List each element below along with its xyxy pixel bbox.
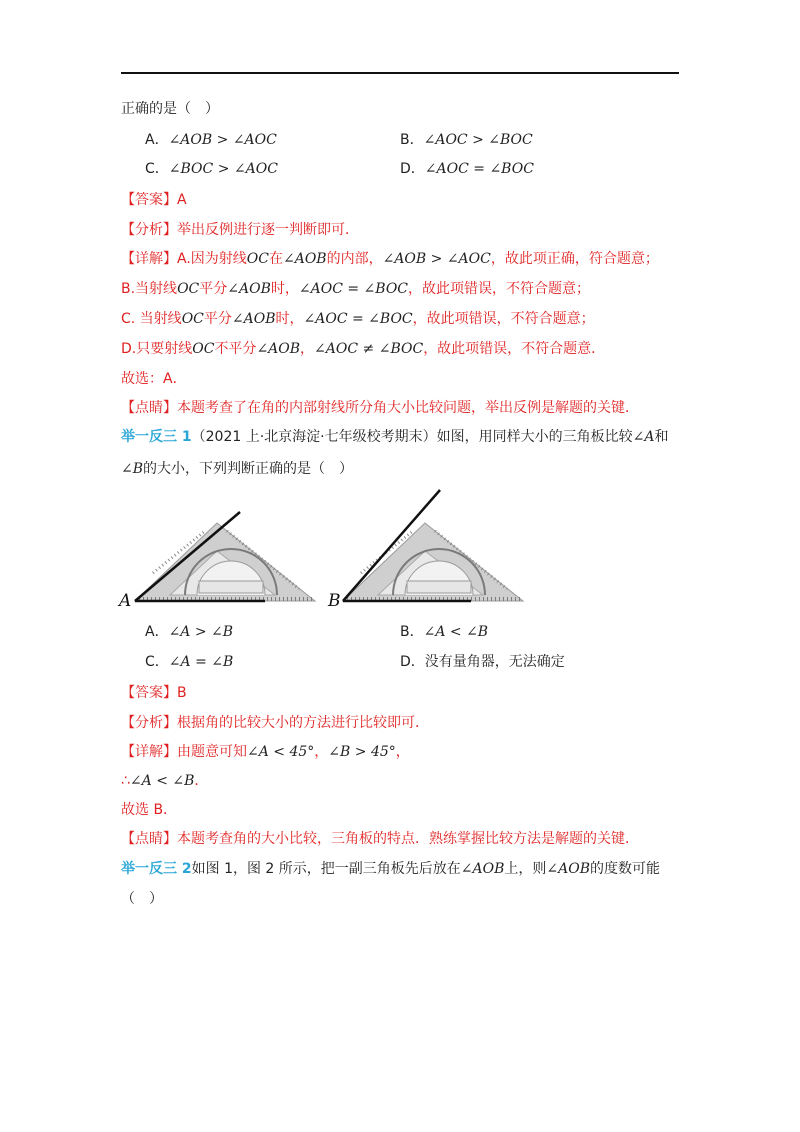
q2-detail: 【详解】由题意可知∠A < 45°，∠B > 45°， bbox=[121, 744, 410, 760]
figure-label-a: A bbox=[119, 591, 132, 610]
q1-detail-b: B.当射线OC平分∠AOB时，∠AOC = ∠BOC，故此项错误，不符合题意； bbox=[121, 281, 591, 297]
q1-choose: 故选：A． bbox=[121, 371, 187, 387]
q1-option-c[interactable]: C．∠BOC > ∠AOC bbox=[145, 161, 278, 177]
q1-answer: 【答案】A bbox=[121, 192, 187, 208]
q2-therefore: ∴∠A < ∠B． bbox=[121, 773, 209, 789]
q1-detail-d: D.只要射线OC不平分∠AOB，∠AOC ≠ ∠BOC，故此项错误，不符合题意． bbox=[121, 341, 606, 357]
q2-choose: 故选 B． bbox=[121, 802, 178, 818]
q2-analysis: 【分析】根据角的比较大小的方法进行比较即可． bbox=[121, 715, 429, 731]
triangle-ruler-left bbox=[135, 523, 315, 601]
q1-detail-a: 【详解】A.因为射线OC在∠AOB的内部，∠AOB > ∠AOC，故此项正确，符合题意； bbox=[121, 251, 659, 267]
q2-option-d[interactable]: D．没有量角器，无法确定 bbox=[400, 654, 565, 670]
q2-answer: 【答案】B bbox=[121, 685, 187, 701]
q2-option-b[interactable]: B．∠A < ∠B bbox=[400, 624, 489, 640]
q2-stem-line1: 举一反三 1（2021 上·北京海淀·七年级校考期末）如图，用同样大小的三角板比较∠A和 bbox=[121, 429, 669, 445]
q1-option-b[interactable]: B．∠AOC > ∠BOC bbox=[400, 132, 533, 148]
q3-stem-line1: 举一反三 2如图 1，图 2 所示，把一副三角板先后放在∠AOB上，则∠AOB的度数可能 bbox=[121, 861, 661, 877]
figure-label-b: B bbox=[328, 591, 341, 610]
q1-detail-c: C. 当射线OC平分∠AOB时，∠AOC = ∠BOC，故此项错误，不符合题意； bbox=[121, 311, 595, 327]
q2-stem-line2: ∠B的大小，下列判断正确的是（ ） bbox=[121, 461, 354, 477]
q3-stem-line2: （ ） bbox=[121, 891, 163, 907]
q1-option-a[interactable]: A．∠AOB > ∠AOC bbox=[145, 132, 277, 148]
q2-option-c[interactable]: C．∠A = ∠B bbox=[145, 654, 234, 670]
q1-stem-end: 正确的是（ ） bbox=[121, 101, 219, 117]
q2-comment: 【点睛】本题考查角的大小比较，三角板的特点．熟练掌握比较方法是解题的关键． bbox=[121, 831, 639, 847]
q1-analysis: 【分析】举出反例进行逐一判断即可． bbox=[121, 222, 359, 238]
q1-option-d[interactable]: D．∠AOC = ∠BOC bbox=[400, 161, 534, 177]
triangle-ruler-right bbox=[343, 523, 523, 601]
q1-comment: 【点睛】本题考查了在角的内部射线所分角大小比较问题，举出反例是解题的关键． bbox=[121, 400, 639, 416]
triangle-ruler-figure bbox=[115, 485, 525, 610]
header-rule bbox=[121, 72, 679, 74]
q2-option-a[interactable]: A．∠A > ∠B bbox=[145, 624, 234, 640]
